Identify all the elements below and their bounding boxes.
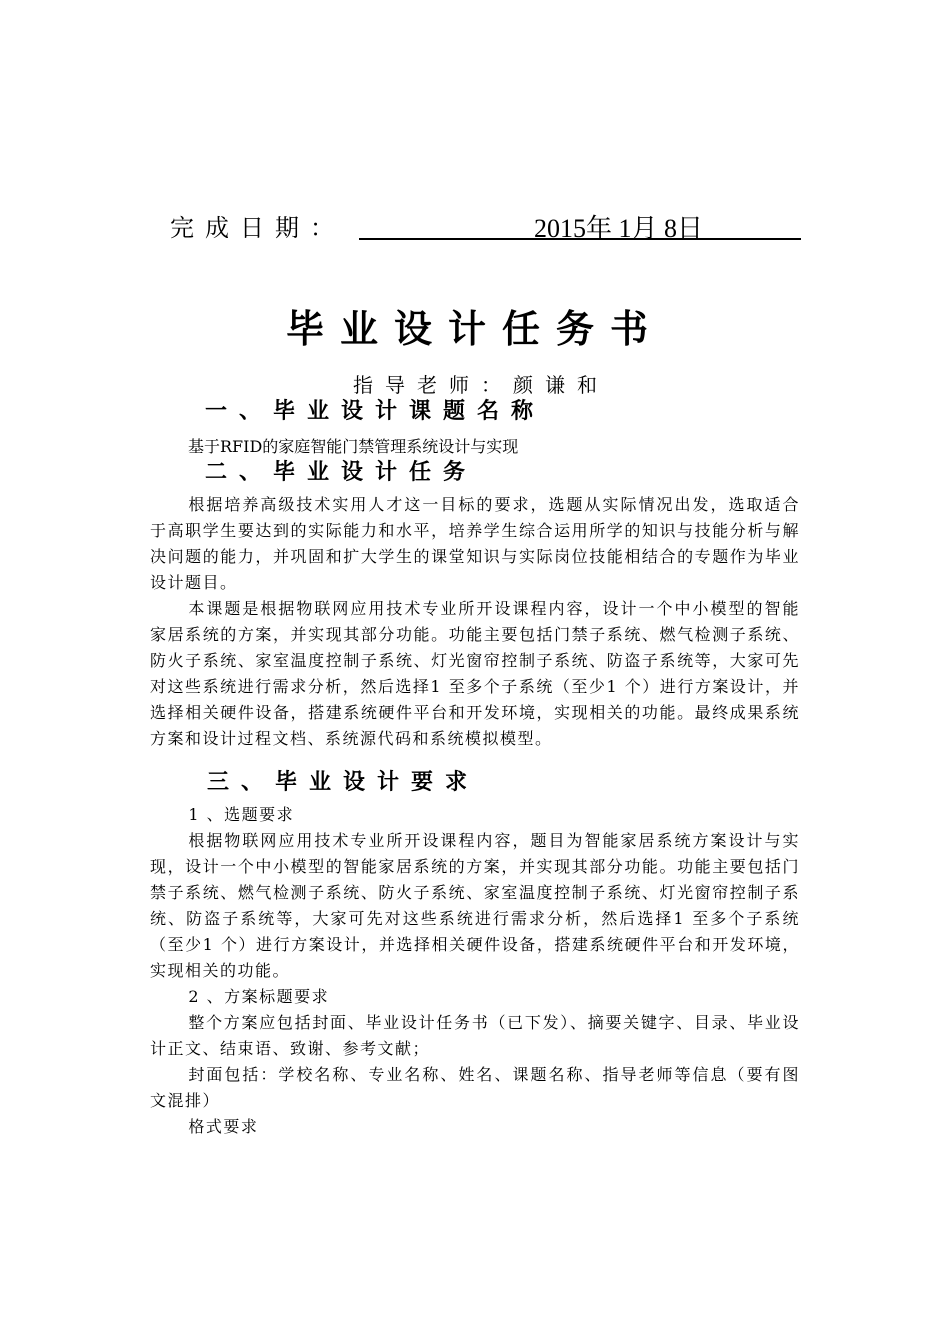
paragraph: 根据培养高级技术实用人才这一目标的要求，选题从实际情况出发，选取适合于高职学生要达到的实际能力和水平，培养学生综合运用所学的知识与技能分析与解决问题的能力，并巩固和扩大学生的课堂知识与实际岗位技能相结合的专题作为毕业设计题目。 (150, 495, 800, 592)
paragraph: 格式要求 (188, 1117, 259, 1136)
paragraph: 封面包括：学校名称、专业名称、姓名、课题名称、指导老师等信息（要有图文混排） (150, 1065, 800, 1110)
section-heading-design-requirements: 三、毕业设计要求 (207, 770, 480, 795)
design-requirements-body (150, 802, 800, 1140)
section-heading-topic-name: 一、毕业设计课题名称 (205, 399, 546, 424)
completion-date-field (359, 206, 801, 243)
paragraph: 本课题是根据物联网应用技术专业所开设课程内容，设计一个中小模型的智能家居系统的方案，并实现其部分功能。功能主要包括门禁子系统、燃气检测子系统、防火子系统、家室温度控制子系统、灯光窗帘控制子系统、防盗子系统等，大家可先对这些系统进行需求分析，然后选择1 至多个子系统（至少1 个）进行方案设计，并选择相关硬件设备，搭建系统硬件平台和开发环境，实现相关的功能。最终成果系统方案和设计过程文档、系统源代码和系统模拟模型。 (150, 599, 800, 748)
page-title: 毕业设计任务书 (285, 307, 664, 351)
item-label: 2 、方案标题要求 (188, 987, 330, 1006)
paragraph: 整个方案应包括封面、毕业设计任务书（已下发）、摘要关键字、目录、毕业设计正文、结束语、致谢、参考文献； (150, 1013, 800, 1058)
item-label: 1 、选题要求 (188, 805, 295, 824)
topic-title: 基于RFID的家庭智能门禁管理系统设计与实现 (188, 437, 519, 456)
completion-date-label: 完成日期： (170, 214, 345, 242)
design-task-body (150, 492, 800, 752)
advisor-line: 指导老师：颜谦和 (353, 373, 609, 397)
completion-date-value: 2015年 1月 8日 (534, 214, 704, 243)
paragraph: 根据物联网应用技术专业所开设课程内容，题目为智能家居系统方案设计与实现，设计一个中小模型的智能家居系统的方案，并实现其部分功能。功能主要包括门禁子系统、燃气检测子系统、防火子系统、家室温度控制子系统、灯光窗帘控制子系统、防盗子系统等，大家可先对这些系统进行需求分析，然后选择1 至多个子系统（至少1 个）进行方案设计，并选择相关硬件设备，搭建系统硬件平台和开发环境，实现相关的功能。 (150, 831, 800, 980)
section-heading-design-task: 二、毕业设计任务 (205, 460, 478, 485)
